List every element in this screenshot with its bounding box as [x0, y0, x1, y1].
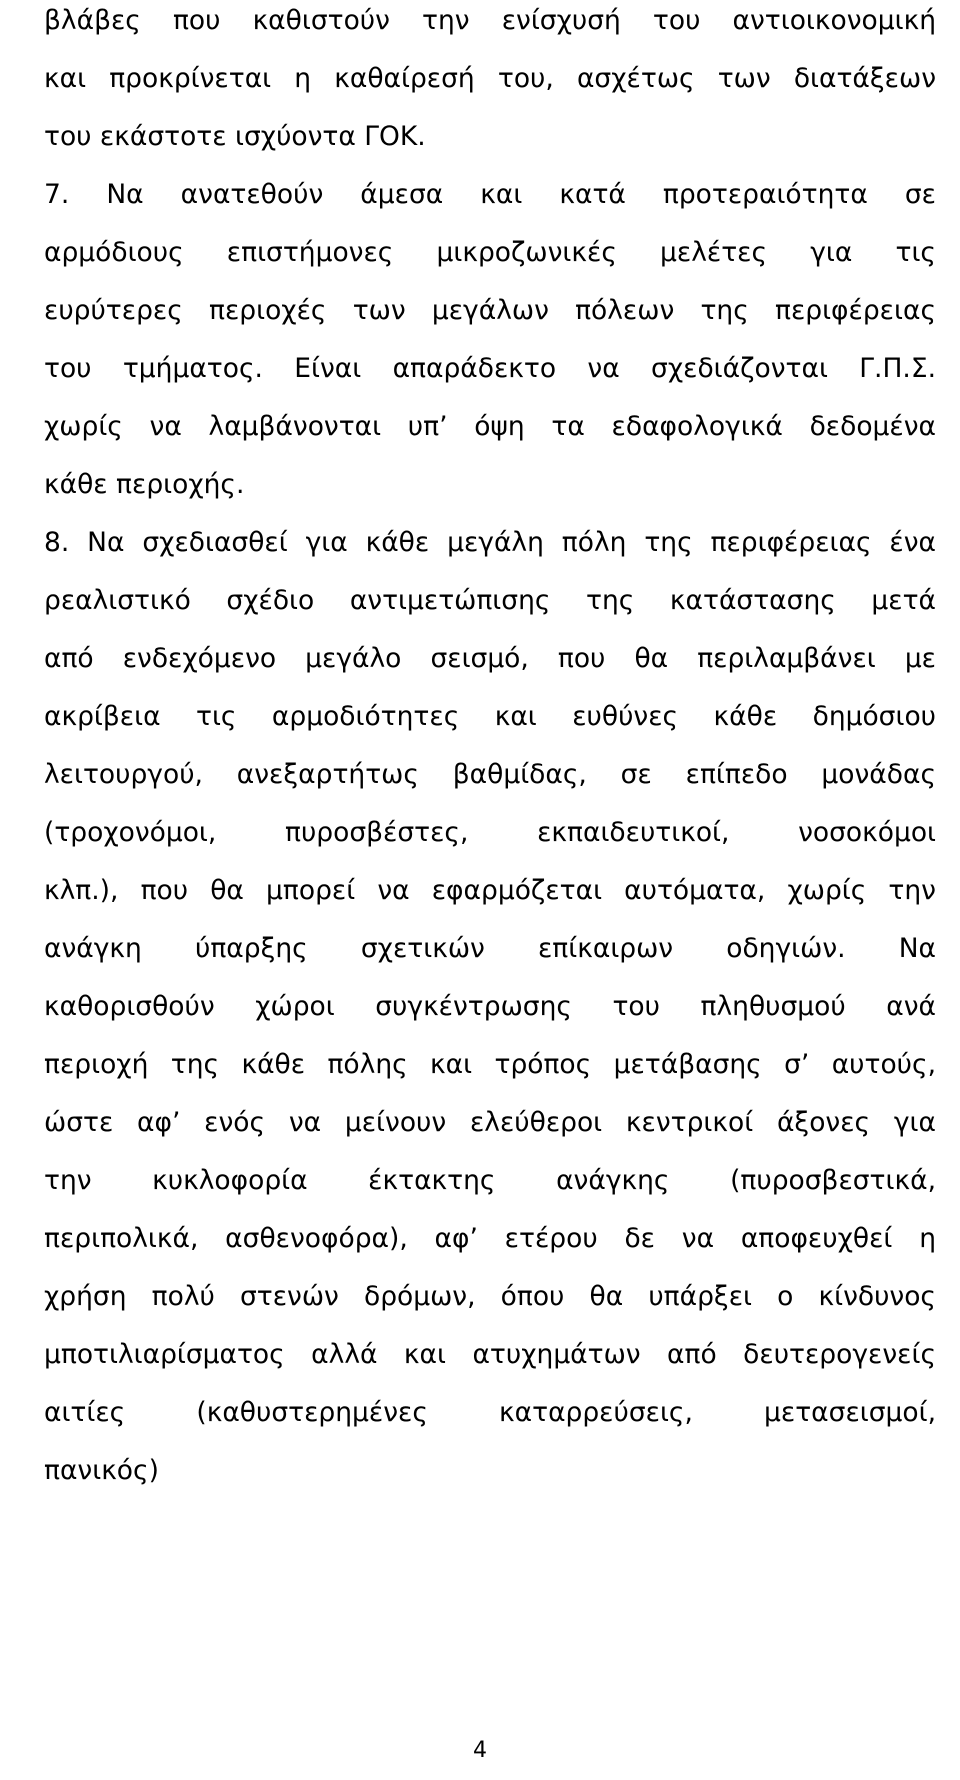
text-line: ευρύτερες περιοχές των μεγάλων πόλεων της περιφέρειας — [44, 295, 936, 326]
text-line: αιτίες (καθυστερημένες καταρρεύσεις, μετασεισμοί, — [44, 1397, 936, 1428]
text-line: ακρίβεια τις αρμοδιότητες και ευθύνες κάθε δημόσιου — [44, 701, 936, 732]
text-line: από ενδεχόμενο μεγάλο σεισμό, που θα περιλαμβάνει με — [44, 643, 936, 674]
text-line: την κυκλοφορία έκτακτης ανάγκης (πυροσβεστικά, — [44, 1165, 936, 1196]
text-line: περιπολικά, ασθενοφόρα), αφ’ ετέρου δε να αποφευχθεί η — [44, 1223, 936, 1254]
text-line: χρήση πολύ στενών δρόμων, όπου θα υπάρξει ο κίνδυνος — [44, 1281, 936, 1312]
list-item-7-start: 7. Να ανατεθούν άμεσα και κατά προτεραιότητα σε — [44, 179, 936, 210]
text-line: ώστε αφ’ ενός να μείνουν ελεύθεροι κεντρικοί άξονες για — [44, 1107, 936, 1138]
text-line: βλάβες που καθιστούν την ενίσχυσή του αντιοικονομική — [44, 5, 936, 36]
text-line: μποτιλιαρίσματος αλλά και ατυχημάτων από δευτερογενείς — [44, 1339, 936, 1370]
text-line: πανικός) — [44, 1455, 159, 1486]
document-page — [44, 0, 936, 1780]
list-item-8-start: 8. Να σχεδιασθεί για κάθε μεγάλη πόλη της περιφέρειας ένα — [44, 527, 936, 558]
text-line: (τροχονόμοι, πυροσβέστες, εκπαιδευτικοί, νοσοκόμοι — [44, 817, 936, 848]
text-line: αρμόδιους επιστήμονες μικροζωνικές μελέτες για τις — [44, 237, 936, 268]
page-number: 4 — [473, 1738, 487, 1763]
text-line: κλπ.), που θα μπορεί να εφαρμόζεται αυτόματα, χωρίς την — [44, 875, 936, 906]
text-line: καθορισθούν χώροι συγκέντρωσης του πληθυσμού ανά — [44, 991, 936, 1022]
text-line: περιοχή της κάθε πόλης και τρόπος μετάβασης σ’ αυτούς, — [44, 1049, 936, 1080]
text-line: χωρίς να λαμβάνονται υπ’ όψη τα εδαφολογικά δεδομένα — [44, 411, 936, 442]
text-line: του τμήματος. Είναι απαράδεκτο να σχεδιάζονται Γ.Π.Σ. — [44, 353, 936, 384]
text-line: κάθε περιοχής. — [44, 469, 245, 500]
text-line: του εκάστοτε ισχύοντα ΓΟΚ. — [44, 121, 426, 152]
text-line: λειτουργού, ανεξαρτήτως βαθμίδας, σε επίπεδο μονάδας — [44, 759, 936, 790]
text-line: ανάγκη ύπαρξης σχετικών επίκαιρων οδηγιών. Να — [44, 933, 936, 964]
text-line: ρεαλιστικό σχέδιο αντιμετώπισης της κατάστασης μετά — [44, 585, 936, 616]
text-line: και προκρίνεται η καθαίρεσή του, ασχέτως των διατάξεων — [44, 63, 936, 94]
